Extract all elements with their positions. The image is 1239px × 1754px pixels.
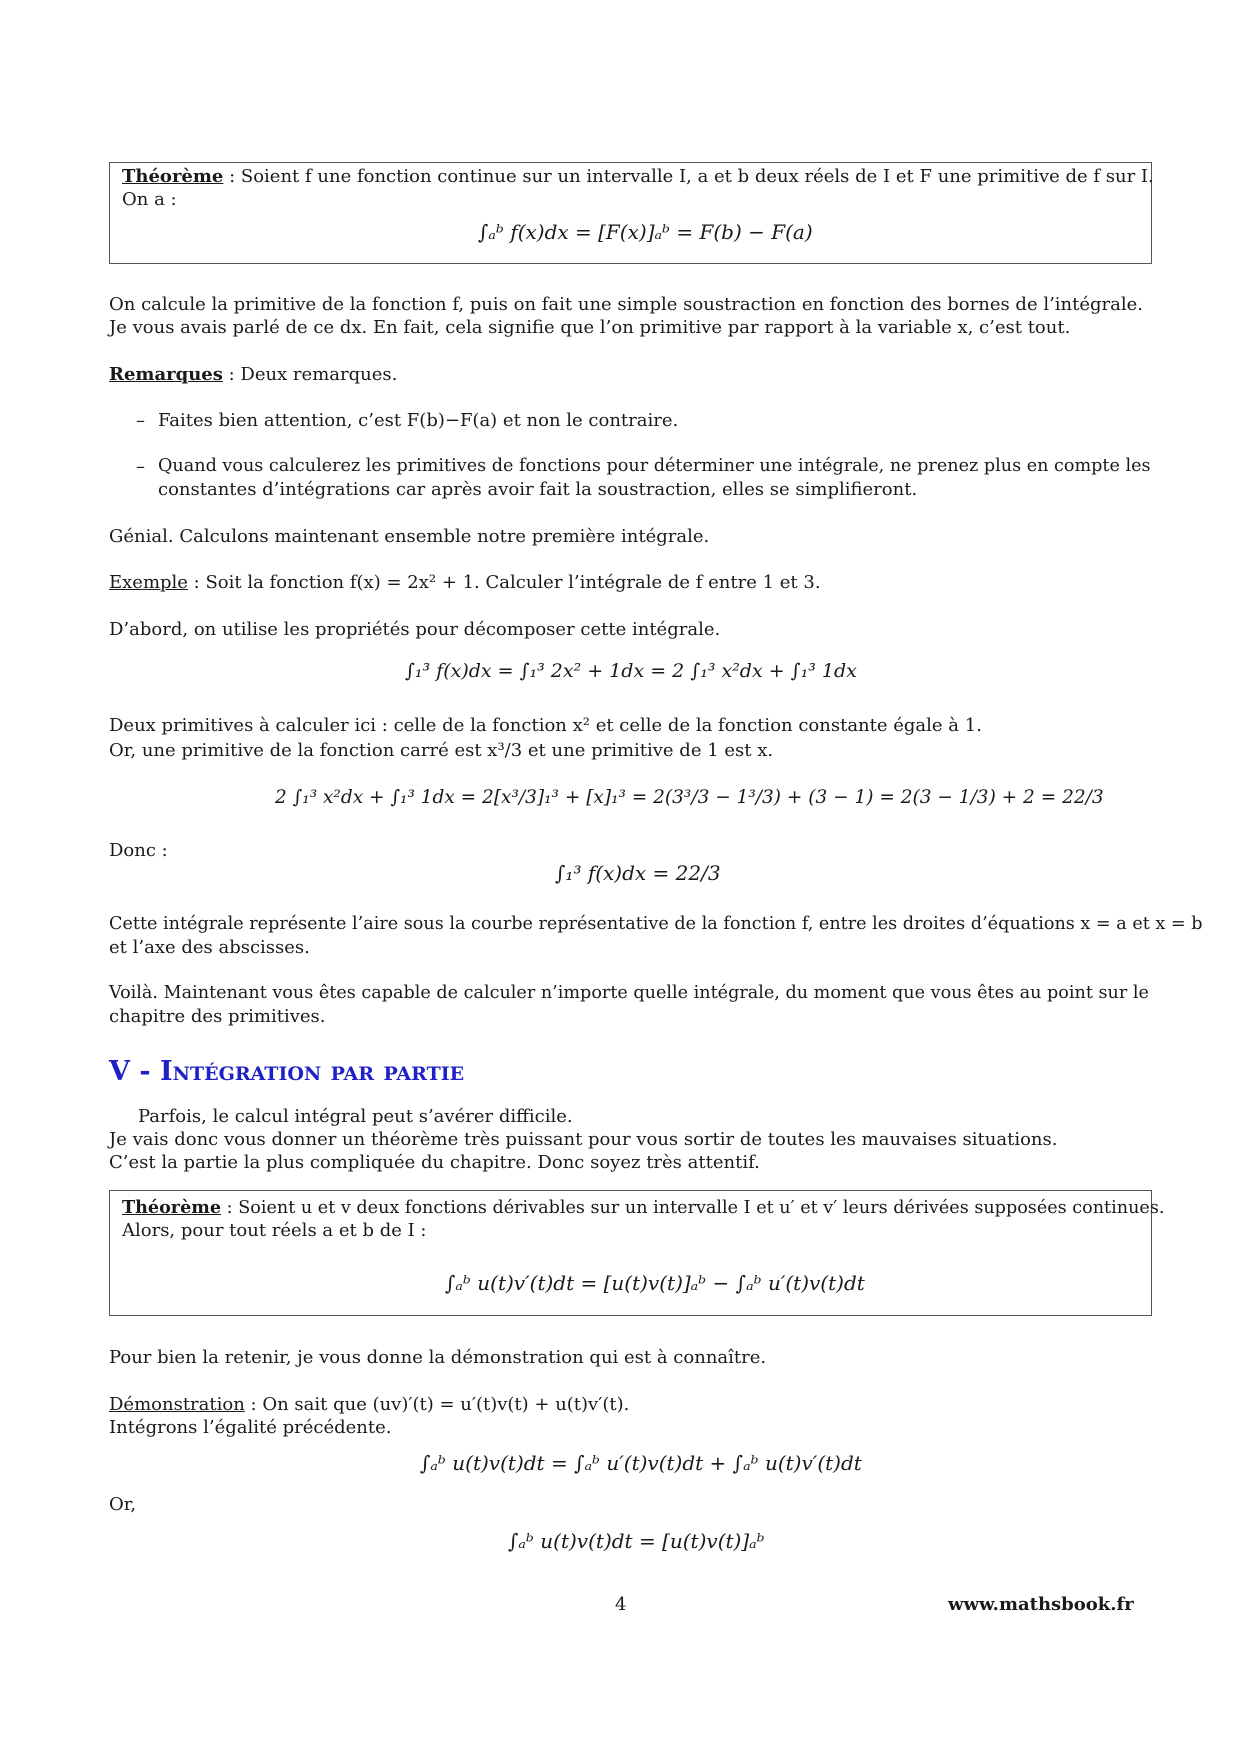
- page-number: 4: [615, 1594, 627, 1615]
- demo-line2: Intégrons l’égalité précédente.: [109, 1417, 392, 1438]
- section-heading: [109, 1056, 465, 1087]
- remarks-item2-line2: constantes d’intégrations car après avoir fait la soustraction, elles se simplifieront.: [158, 479, 918, 500]
- example-line: [109, 571, 821, 594]
- donc-text: Donc :: [109, 840, 168, 861]
- remarks-item2-line1: Quand vous calculerez les primitives de fonctions pour déterminer une intégrale, ne prenez plus en compte les: [158, 456, 1151, 476]
- aire-line1: Cette intégrale représente l’aire sous la courbe représentative de la fonction f, entre les droites d’équations x = a et x = b: [109, 914, 1203, 934]
- dabord-text: D’abord, on utilise les propriétés pour décomposer cette intégrale.: [109, 619, 721, 640]
- para1-line1: On calcule la primitive de la fonction f, puis on fait une simple soustraction en fonction des bornes de l’intégrale.: [109, 294, 1144, 315]
- demo-title: Démonstration: [109, 1394, 245, 1415]
- remarks-intro: : Deux remarques.: [222, 364, 398, 385]
- remarks-title: Remarques: [109, 364, 223, 385]
- theorem2-line2: Alors, pour tout réels a et b de I :: [122, 1220, 427, 1241]
- deux-primitives-text: Deux primitives à calculer ici : celle de la fonction x² et celle de la fonction constante égale à 1.: [109, 715, 982, 736]
- example-text: : Soit la fonction f(x) = 2x² + 1. Calculer l’intégrale de f entre 1 et 3.: [187, 572, 821, 593]
- genial-text: Génial. Calculons maintenant ensemble notre première intégrale.: [109, 526, 710, 547]
- demo-formula: ∫ₐᵇ u(t)v(t)dt = ∫ₐᵇ u′(t)v(t)dt + ∫ₐᵇ u(t)v′(t)dt: [420, 1451, 862, 1475]
- formula-decomposition: ∫₁³ f(x)dx = ∫₁³ 2x² + 1dx = 2 ∫₁³ x²dx + ∫₁³ 1dx: [405, 660, 857, 682]
- theorem1-formula: ∫ₐᵇ f(x)dx = [F(x)]ₐᵇ = F(b) − F(a): [478, 220, 813, 244]
- retenir-text: Pour bien la retenir, je vous donne la démonstration qui est à connaître.: [109, 1347, 767, 1368]
- section-number: V -: [109, 1056, 151, 1087]
- theorem2-line1: [122, 1196, 1164, 1220]
- intro-ipp-line1: Parfois, le calcul intégral peut s’avérer difficile.: [138, 1106, 573, 1127]
- theorem2-text: : Soient u et v deux fonctions dérivables sur un intervalle I et u′ et v′ leurs dérivées supposées continues.: [221, 1198, 1165, 1218]
- intro-ipp-line3: C’est la partie la plus compliquée du chapitre. Donc soyez très attentif.: [109, 1152, 760, 1173]
- remarks-item1: Faites bien attention, c’est F(b)−F(a) et non le contraire.: [158, 410, 679, 431]
- demo-or: Or,: [109, 1494, 137, 1515]
- theorem2-title: Théorème: [122, 1197, 222, 1218]
- site-url: www.mathsbook.fr: [948, 1594, 1134, 1615]
- demo-formula2: ∫ₐᵇ u(t)v(t)dt = [u(t)v(t)]ₐᵇ: [508, 1529, 765, 1553]
- section-title: Intégration par partie: [159, 1056, 465, 1087]
- theorem1-line2: On a :: [122, 189, 177, 210]
- formula-calcul: 2 ∫₁³ x²dx + ∫₁³ 1dx = 2[x³/3]₁³ + [x]₁³ = 2(3³/3 − 1³/3) + (3 − 1) = 2(3 − 1/3) + 2 = 22/3: [275, 787, 1104, 808]
- theorem2-formula: ∫ₐᵇ u(t)v′(t)dt = [u(t)v(t)]ₐᵇ − ∫ₐᵇ u′(t)v(t)dt: [445, 1271, 865, 1295]
- theorem1-title: Théorème: [122, 166, 224, 187]
- intro-ipp-line2: Je vais donc vous donner un théorème très puissant pour vous sortir de toutes les mauvaises situations.: [109, 1129, 1058, 1150]
- bullet-dash-1: –: [136, 410, 145, 431]
- or-primitive-text: Or, une primitive de la fonction carré est x³/3 et une primitive de 1 est x.: [109, 740, 774, 761]
- voila-line1: Voilà. Maintenant vous êtes capable de calculer n’importe quelle intégrale, du moment que vous êtes au point sur le: [109, 983, 1149, 1003]
- voila-line2: chapitre des primitives.: [109, 1006, 326, 1027]
- demo-line: [109, 1393, 629, 1416]
- theorem1-line1: [122, 165, 1154, 188]
- aire-line2: et l’axe des abscisses.: [109, 937, 310, 958]
- remarks-heading: [109, 363, 397, 386]
- demo-text: : On sait que (uv)′(t) = u′(t)v(t) + u(t)v′(t).: [244, 1394, 630, 1415]
- example-title: Exemple: [109, 572, 188, 593]
- theorem1-text: : Soient f une fonction continue sur un intervalle I, a et b deux réels de I et F une primitive de f sur I.: [223, 166, 1154, 187]
- formula-result: ∫₁³ f(x)dx = 22/3: [555, 861, 721, 885]
- para1-line2: Je vous avais parlé de ce dx. En fait, cela signifie que l’on primitive par rapport à la variable x, c’est tout.: [109, 317, 1071, 338]
- bullet-dash-2: –: [136, 456, 145, 477]
